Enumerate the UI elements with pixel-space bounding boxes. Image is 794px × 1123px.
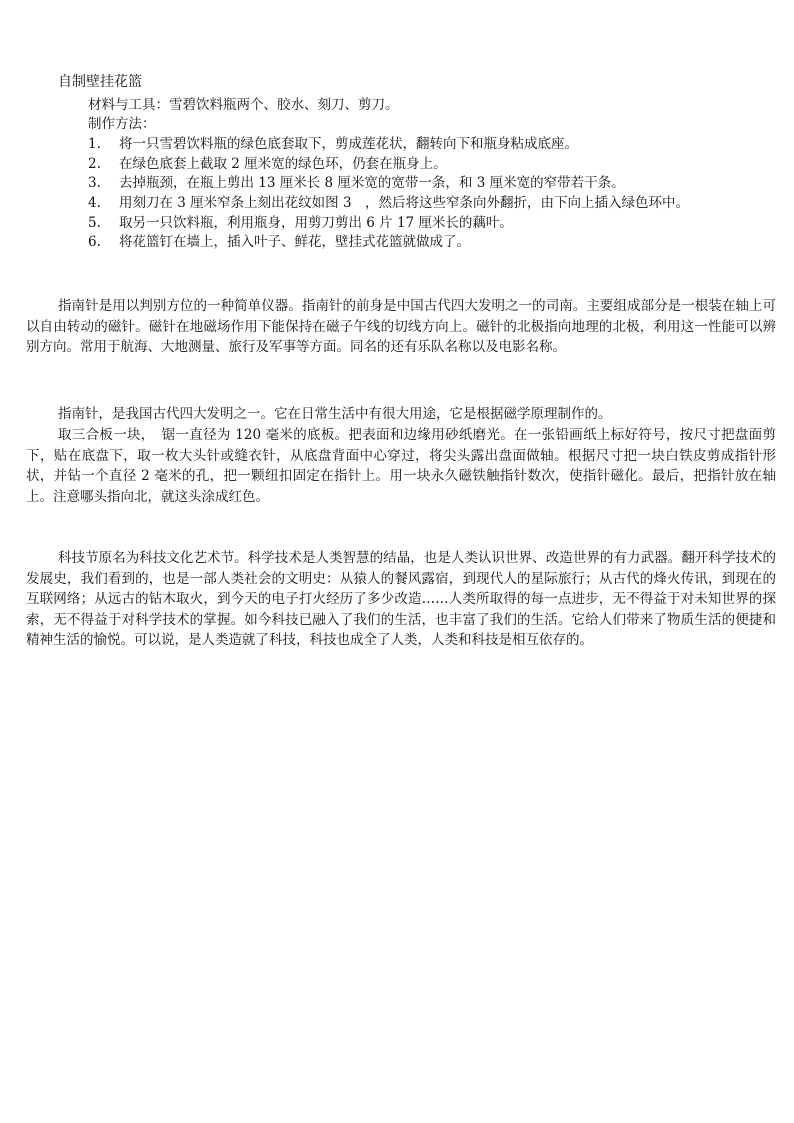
step-number: 1.	[88, 136, 101, 152]
step-text: 取另一只饮料瓶，利用瓶身，用剪刀剪出 6 片 17 厘米长的藕叶。	[119, 214, 513, 231]
step-text: 用刻刀在 3 厘米窄条上刻出花纹如图 3 ，然后将这些窄条向外翻折，由下向上插入绿色环中。	[119, 195, 690, 212]
method-label: 制作方法：	[88, 116, 156, 132]
step-text: 将一只雪碧饮料瓶的绿色底套取下，剪成莲花状，翻转向下和瓶身粘成底座。	[119, 136, 578, 152]
materials-line: 材料与工具：雪碧饮料瓶两个、胶水、刻刀、剪刀。	[88, 97, 399, 113]
compass-making-paragraph: 取三合板一块， 锯一直径为 120 毫米的底板。把表面和边缘用砂纸磨光。在一张铅画纸上标好符号，按尺寸把盘面剪下，贴在底盘下，取一枚大头针或缝衣针，从底盘背面中心穿过，将尖头露出盘面做轴。根据尺寸把一块白铁皮剪成指针形状，并钻一个直径 2 毫米的孔，把一颗纽扣固定在指针上。用一块永久磁铁触指针数次，使指针磁化。最后，把指针放在轴上。注意哪头指向北，就这头涂成红色。	[26, 427, 776, 505]
step-text: 去掉瓶颈，在瓶上剪出 13 厘米长 8 厘米宽的宽带一条，和 3 厘米宽的窄带若干条。	[119, 175, 625, 192]
step-number: 6.	[88, 234, 101, 251]
compass-definition-paragraph: 指南针是用以判别方位的一种简单仪器。指南针的前身是中国古代四大发明之一的司南。主要组成部分是一根装在轴上可以自由转动的磁针。磁针在地磁场作用下能保持在磁子午线的切线方向上。磁针的北极指向地理的北极，利用这一性能可以辨别方向。常用于航海、大地测量、旅行及军事等方面。同名的还有乐队名称以及电影名称。	[26, 298, 776, 355]
steps-list	[88, 135, 689, 253]
step-item	[88, 214, 689, 234]
compass-intro-paragraph: 指南针，是我国古代四大发明之一。它在日常生活中有很大用途，它是根据磁学原理制作的。	[58, 406, 612, 422]
step-text: 在绿色底套上截取 2 厘米宽的绿色环，仍套在瓶身上。	[119, 155, 447, 172]
step-item	[88, 135, 689, 155]
step-number: 5.	[88, 214, 101, 231]
step-number: 3.	[88, 175, 101, 192]
section-title-hanging-basket: 自制壁挂花篮	[58, 74, 142, 90]
tech-festival-paragraph: 科技节原名为科技文化艺术节。科学技术是人类智慧的结晶，也是人类认识世界、改造世界的有力武器。翻开科学技术的发展史，我们看到的，也是一部人类社会的文明史：从猿人的餐风露宿，到现代人的星际旅行；从古代的烽火传讯，到现在的互联网络；从远古的钻木取火，到今天的电子打火经历了多少改造……人类所取得的每一点进步，无不得益于对未知世界的探索，无不得益于对科学技术的掌握。如今科技已融入了我们的生活，也丰富了我们的生活。它给人们带来了物质生活的便捷和精神生活的愉悦。可以说，是人类造就了科技，科技也成全了人类，人类和科技是相互依存的。	[26, 550, 776, 648]
step-item	[88, 174, 689, 194]
step-item	[88, 194, 689, 214]
step-text: 将花篮钉在墙上，插入叶子、鲜花，壁挂式花篮就做成了。	[119, 234, 470, 251]
step-number: 2.	[88, 155, 101, 172]
step-number: 4.	[88, 195, 101, 212]
step-item	[88, 233, 689, 253]
step-item	[88, 155, 689, 175]
